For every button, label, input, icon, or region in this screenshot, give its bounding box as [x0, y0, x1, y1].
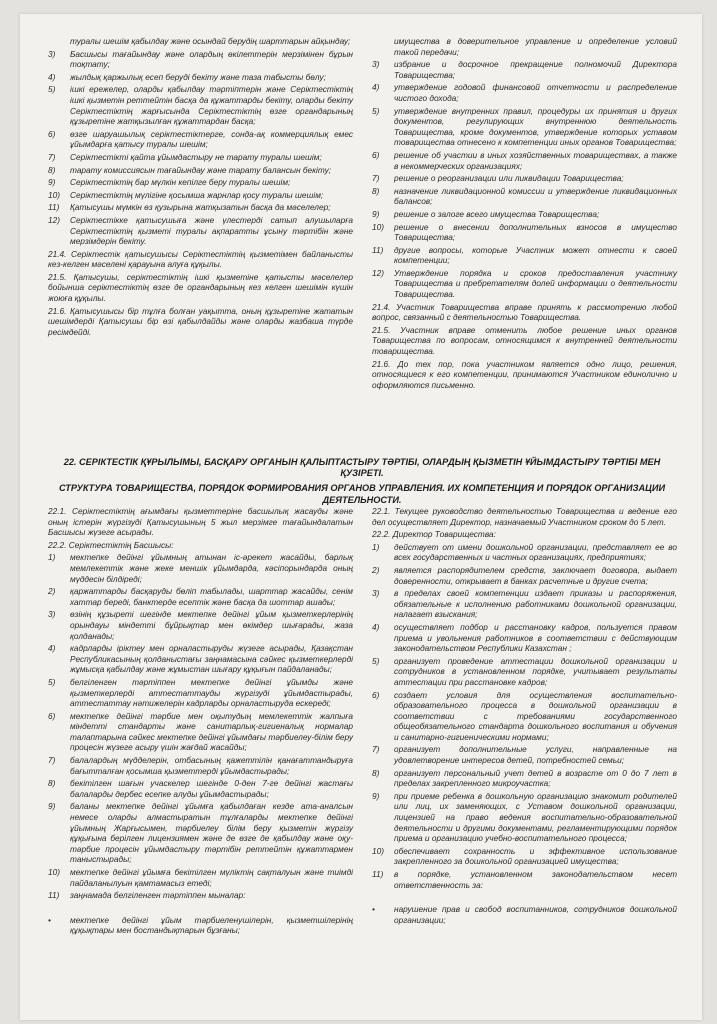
list-item — [48, 129, 353, 150]
list-item-text: утверждение годовой финансовой отчетности и распределение чистого дохода; — [394, 82, 677, 103]
paragraph: 21.4. Участник Товарищества вправе принять к рассмотрению любой вопрос, связанный с деятельностью Товарищества. — [372, 301, 677, 323]
list-item — [372, 869, 677, 890]
list-item-text: в пределах своей компетенции издает приказы и распоряжения, обязательные к исполнению работниками дошкольной организации, налагает взыскания; — [394, 588, 677, 620]
list-item-number: 3) — [48, 609, 56, 620]
list-item-number: 7) — [372, 744, 380, 755]
list-item — [372, 656, 677, 688]
list-item-number — [372, 36, 394, 57]
list-item-text: утверждение внутренних правил, процедуры их принятия и других документов, регулирующих внутреннюю деятельность Товарищества, кроме документов, утверждение которых уставом товарищества отнесено к компетенции иных органов Товарищества; — [394, 105, 677, 148]
paragraph: 22.2. Серіктестіктің Басшысы: — [48, 539, 174, 550]
list-item — [372, 268, 677, 300]
bullet-text: нарушение прав и свобод воспитанников, сотрудников дошкольной организации; — [394, 904, 677, 925]
list-item — [48, 36, 353, 47]
list-item-text: организует проведение аттестации дошкольной организации и сотрудников в установленном порядке, учитывает результаты аттестации при расстановке кадров; — [394, 655, 677, 687]
list-item — [48, 84, 353, 126]
list-item-number: 11) — [48, 202, 60, 213]
list-item — [372, 542, 677, 563]
list-item-number: 12) — [48, 214, 60, 225]
list-item — [372, 565, 677, 586]
list-item-number: 4) — [48, 643, 56, 654]
list-item-number: 10) — [48, 189, 60, 200]
list-item-number: 8) — [372, 185, 380, 196]
list-item-text: организует персональный учет детей в возрасте от 0 до 7 лет в пределах закрепленного микроучастка; — [394, 767, 677, 789]
list-item-text: избрание и досрочное прекращение полномочий Директора Товарищества; — [394, 59, 677, 80]
list-item-number: 6) — [372, 689, 380, 700]
list-item-number: 1) — [372, 541, 380, 552]
list-item-text: имущества в доверительное управление и определение условий такой передачи; — [394, 36, 677, 57]
list-item — [48, 890, 353, 901]
list-item-number: 9) — [48, 801, 56, 812]
document-page — [20, 14, 702, 1020]
list-item-text: кадрларды іріктеу мен орналастыруды жүзеге асырады, Қазақстан Республикасының қолданыстағы заңнамасына сәйкес қызметкерлерді жұмысқа қабылдау және жұмыстан шығару құқығын пайдаланады; — [70, 643, 353, 675]
list-item — [48, 755, 353, 776]
list-item-number: 10) — [372, 221, 384, 232]
list-item-text: мектепке дейінгі тәрбие мен оқытудың мемлекеттік жалпыға міндетті стандарты және санитарлық-гигиеналық нормалар талаптарына сәйкес мектепке дейінгі ұйымдағы тәрбиелеу-білім беру процесін жүзеге асыру үшін жағдай жасайды; — [70, 710, 353, 753]
list-item — [48, 586, 353, 607]
list-item-text: балалардың мүдделерін, отбасының қажеттілін қанағаттандыруға бағытталған қосымша қызметтерді ұйымдастырады; — [70, 755, 353, 776]
list-item-number: 5) — [48, 84, 56, 95]
list-item-text: өзінің құзыреті шегінде мектепке дейінгі ұйым қызметкерлерінің орындауы міндетті бұйрықтар мен өкімдер шығарады, жаза қолданады; — [70, 609, 353, 641]
section-21-ru-column — [372, 36, 677, 392]
list-item — [372, 791, 677, 844]
list-item-number: 12) — [372, 267, 384, 278]
list-item-text: Серіктестіктің мүлігіне қосымша жарнлар қосу туралы шешім; — [70, 189, 324, 200]
list-item-number: 4) — [372, 82, 380, 93]
list-item — [48, 677, 353, 709]
list-item-number: 11) — [372, 244, 384, 255]
list-item — [48, 215, 353, 247]
list-item-number: 6) — [48, 128, 56, 139]
list-item-text: является распорядителем средств, заключает договора, выдает доверенности, открывает в банках расчетные и другие счета; — [394, 564, 677, 586]
section-22-heading-kz: 22. СЕРІКТЕСТІК ҚҰРЫЛЫМЫ, БАСҚАРУ ОРГАНЫН ҚАЛЫПТАСТЫРУ ТӘРТІБІ, ОЛАРДЫҢ ҚЫЗМЕТІН ҰЙЫМДАСТЫРУ ТӘРТІБІ МЕН ҚУЗІРЕТІ. — [63, 457, 661, 479]
list-item-text: Серіктестікке қатысушыға және үлестерді сатып алушыларға Серіктестіктің қызметі туралы ақпаратты ұсыну тәртібін және мерзімдерін бекіту. — [70, 214, 353, 247]
list-item-text: решение о залоге всего имущества Товарищества; — [394, 208, 600, 219]
list-item-number: 6) — [48, 710, 56, 721]
list-item — [372, 222, 677, 243]
list-item-number: 8) — [48, 164, 56, 175]
list-item-text: решение о внесении дополнительных взносов в имущество Товарищества; — [394, 221, 677, 243]
list-item-number: 8) — [48, 778, 56, 789]
list-item-number: 10) — [48, 867, 60, 877]
paragraph: 21.4. Серіктестік қатысушысы Серіктестіктің қызметімен байланысты кез-келген мәселені қарауына алуға құқылы. — [48, 248, 353, 270]
list-item — [48, 552, 353, 584]
list-item-number: 9) — [372, 790, 380, 801]
list-item-number: 5) — [372, 105, 380, 116]
list-item — [372, 106, 677, 148]
list-item — [372, 622, 677, 654]
paragraph: 22.1. Текущее руководство деятельностью Товарищества и ведение его дел осуществляет Директор, назначаемый Участником сроком до 5 лет. — [372, 506, 677, 527]
list-item-number: 7) — [48, 151, 56, 162]
list-item — [372, 173, 677, 184]
list-item-text: заңнамада белгіленген тәртіппен мыналар: — [70, 890, 246, 901]
list-item — [48, 778, 353, 799]
list-item-number: 9) — [372, 208, 380, 219]
list-item — [48, 190, 353, 201]
list-item-number: 3) — [48, 48, 56, 59]
paragraph: 22.1. Серіктестіктің ағымдағы қызметтеріне басшылық жасауды және оның істерін жүргізуді Қатысушының 5 жыл мерзімге тағайындалатын Басшысы жүзеге асырады. — [48, 506, 353, 538]
list-item-text: ішкі ережелер, оларды қабылдау тәртіптерін және Серіктестіктің ішкі қызметін реттейтін басқа да құжаттарды бекіту, оларды бекіту Серіктестіктің жарғысында Серіктестіктің өзге органдарының құзыретіне жатқызылған құжаттардан басқа; — [70, 84, 353, 127]
list-item-text: өзге шаруашылық серіктестіктерге, сонда-ақ коммерциялық емес ұйымдарға қатысу туралы шешім; — [70, 128, 353, 150]
list-item-number: 1) — [48, 552, 56, 563]
list-item-number: 9) — [48, 177, 56, 188]
list-item — [372, 36, 677, 57]
list-item-text: белгіленген тәртіппен мектепке дейінгі ұйымды және қызметкерлерді аттестаттауды жүргізуді ұйымдастырады, аттестаттау нәтижелерін кадрларды орналастыруда ескереді; — [70, 676, 353, 709]
list-item-text: қаржаттарды басқаруды бөліп табылады, шарттар жасайды, сенім хаттар береді, банктерде есептік және басқа да шоттар ашады; — [70, 586, 353, 607]
bullet-item — [48, 915, 353, 936]
list-item — [48, 609, 353, 641]
list-item-text: бекітілген шағын учаскелер шегінде 0-ден 7-ге дейінгі жастағы балаларды дербес есепке алуды ұйымдастырады; — [70, 778, 353, 799]
list-item — [372, 186, 677, 207]
list-item — [372, 59, 677, 80]
list-item — [48, 801, 353, 865]
list-item — [372, 150, 677, 171]
list-item-number: 7) — [372, 173, 380, 184]
paragraph: 21.6. Қатысушысы бір тұлға болған уақытта, оның құзыретіне жататын шешімдерді Қатысушы бір өзі қабылдайды және оларды жазбаша түрде ресімдейді. — [48, 305, 353, 337]
list-item-text: обеспечивает сохранность и эффективное использование закрепленного за дошкольной организацией имущества; — [394, 845, 677, 867]
list-item-text: жылдық қаржылық есеп беруді бекіту және таза табысты бөлу; — [70, 71, 326, 82]
bullet-icon: • — [48, 914, 51, 925]
list-item — [48, 643, 353, 675]
list-item-text: решение о реорганизации или ликвидации Товарищества; — [394, 173, 624, 184]
list-item — [48, 72, 353, 83]
list-item-text: Қатысушы мүмкін өз қузырына жатқызатын басқа да мәселелер; — [70, 202, 331, 213]
list-item-text: назначение ликвидационной комиссии и утверждение ликвидационных балансов; — [394, 185, 677, 207]
list-item-text: организует дополнительные услуги, направленные на удовлетворение интересов детей, потребностей семьи; — [394, 744, 677, 766]
list-item-text: тарату комиссиясын тағайындау және тарату балансын бекіту; — [70, 164, 332, 175]
list-item — [48, 165, 353, 176]
list-item-text: при приеме ребенка в дошкольную организацию знакомит родителей или лиц, их заменяющих, с Уставом дошкольной организации, лицензией на право ведения воспитательно-образовательной деятельности и другими документами, регламентирующими порядок приема и организацию учебно-воспитательного процесса; — [394, 790, 677, 844]
list-item — [48, 49, 353, 70]
list-item-number: 7) — [48, 755, 56, 766]
list-item — [372, 82, 677, 103]
list-item-number: 5) — [48, 676, 56, 687]
paragraph: 21.5. Қатысушы, серіктестіктің ішкі қызметіне қатысты мәселелер бойынша серіктестіктің өзге де органдарының кез келген шешімін күшін жоюға құқылы. — [48, 271, 353, 304]
list-item — [48, 867, 353, 888]
section-22-heading-ru: СТРУКТУРА ТОВАРИЩЕСТВА, ПОРЯДОК ФОРМИРОВАНИЯ ОРГАНОВ УПРАВЛЕНИЯ. ИХ КОМПЕТЕНЦИЯ И ПОРЯДОК ОРГАНИЗАЦИИ ДЕЯТЕЛЬНОСТИ. — [58, 483, 666, 505]
list-item-number: 8) — [372, 767, 380, 778]
list-item-text: мектепке дейінгі ұйымның атынан іс-әрекет жасайды, барлық мемлекеттік және жеке меншік ұйымдарда, кәсіпорындарда оның мүддесін білдіреді; — [70, 552, 353, 584]
list-item — [372, 768, 677, 789]
list-item-number: 4) — [372, 621, 380, 632]
list-item-text: мектепке дейінгі ұйымға бекітілген мүліктің сақталуын және тиімді пайдаланылуын қамтамасыз етеді; — [70, 867, 353, 888]
bullet-item — [372, 904, 677, 925]
list-item-text: действует от имени дошкольной организации, представляет ее во всех государственных и частных организациях, предприятиях; — [394, 541, 677, 563]
list-item-text: Серіктестіктің бар мүлкін кепілге беру туралы шешім; — [70, 177, 291, 188]
section-22-kz-column — [48, 506, 353, 936]
list-item-number: 4) — [48, 71, 56, 82]
list-item-number: 10) — [372, 845, 384, 856]
list-item-text: решение об участии в иных хозяйственных товариществах, а также в некоммерческих организациях; — [394, 149, 677, 171]
list-item — [48, 711, 353, 753]
list-item — [372, 588, 677, 620]
list-item-text: Серіктестікті қайта ұйымдастыру не тарату туралы шешім; — [70, 151, 322, 162]
list-item — [372, 245, 677, 266]
list-item-number: 5) — [372, 655, 380, 666]
list-item-number: 11) — [48, 890, 60, 901]
list-item-number: 2) — [48, 586, 56, 597]
section-22-heading — [42, 457, 682, 506]
list-item-text: туралы шешім қабылдау және осындай берудің шарттарын айқындау; — [70, 36, 351, 46]
list-item — [48, 202, 353, 213]
list-item-text: создает условия для осуществления воспитательно-образовательного процесса в дошкольной организации в соответствии с требованиями государственного общеобязательного стандарта дошкольного воспитания и обучения и санитарно-гигиеническими нормами; — [394, 689, 677, 742]
list-item-number: 3) — [372, 59, 380, 70]
list-item-text: баланы мектепке дейінгі ұйымға қабылдаған кезде ата-аналсын немесе оларды алмастыратын тұлғаларды мектепке дейінгі ұйымның Жарғысымен, тәрбиелеу білім беру қызметін жүргізу құқығына берілген лицензиямен және де өзге де қабылдау және оқу-тәрбие процесін ұйымдастыру тәртібін реттейтін құжаттармен таныстырады; — [70, 801, 353, 865]
list-item-number: 11) — [372, 869, 384, 879]
list-item-text: Басшысы тағайындау және олардың өкілеттерін мерзімінен бұрын тоқтату; — [70, 48, 353, 70]
section-21-kz-column — [48, 36, 353, 339]
list-item — [48, 177, 353, 188]
list-item-text: другие вопросы, которые Участник может отнести к своей компетенции; — [394, 244, 677, 266]
list-item — [48, 152, 353, 163]
bullet-icon: • — [372, 904, 375, 915]
section-22-ru-column — [372, 506, 677, 925]
list-item — [372, 744, 677, 765]
list-item — [372, 690, 677, 743]
paragraph: 21.6. До тех пор, пока участником является одно лицо, решения, относящиеся к его компетенции, принимаются Участником единолично и оформляются письменно. — [372, 358, 677, 390]
bullet-text: мектепке дейінгі ұйым тәрбиеленушілерін, қызметшілерінің құқықтары мен бостандықтарын бұзғаны; — [70, 914, 353, 936]
list-item-text: осуществляет подбор и расстановку кадров, пользуется правом приема и увольнения работников в соответствии с действующим законодательством Республики Казахстан ; — [394, 621, 677, 654]
list-item-number: 3) — [372, 588, 380, 599]
list-item-number: 2) — [372, 564, 380, 575]
list-item-text: Утверждение порядка и сроков предоставления участнику Товарищества и пребретателям долей информации о деятельности Товарищества. — [394, 267, 677, 300]
paragraph: 21.5. Участник вправе отменить любое решение иных органов Товарищества по вопросам, относящимся к внутренней деятельности товарищества. — [372, 324, 677, 357]
paragraph: 22.2. Директор Товарищества: — [372, 529, 496, 540]
list-item — [372, 209, 677, 220]
list-item-text: в порядке, установленном законодательством несет ответственность за: — [394, 869, 677, 890]
list-item-number: 6) — [372, 149, 380, 160]
list-item — [372, 846, 677, 867]
list-item-number — [48, 36, 70, 47]
